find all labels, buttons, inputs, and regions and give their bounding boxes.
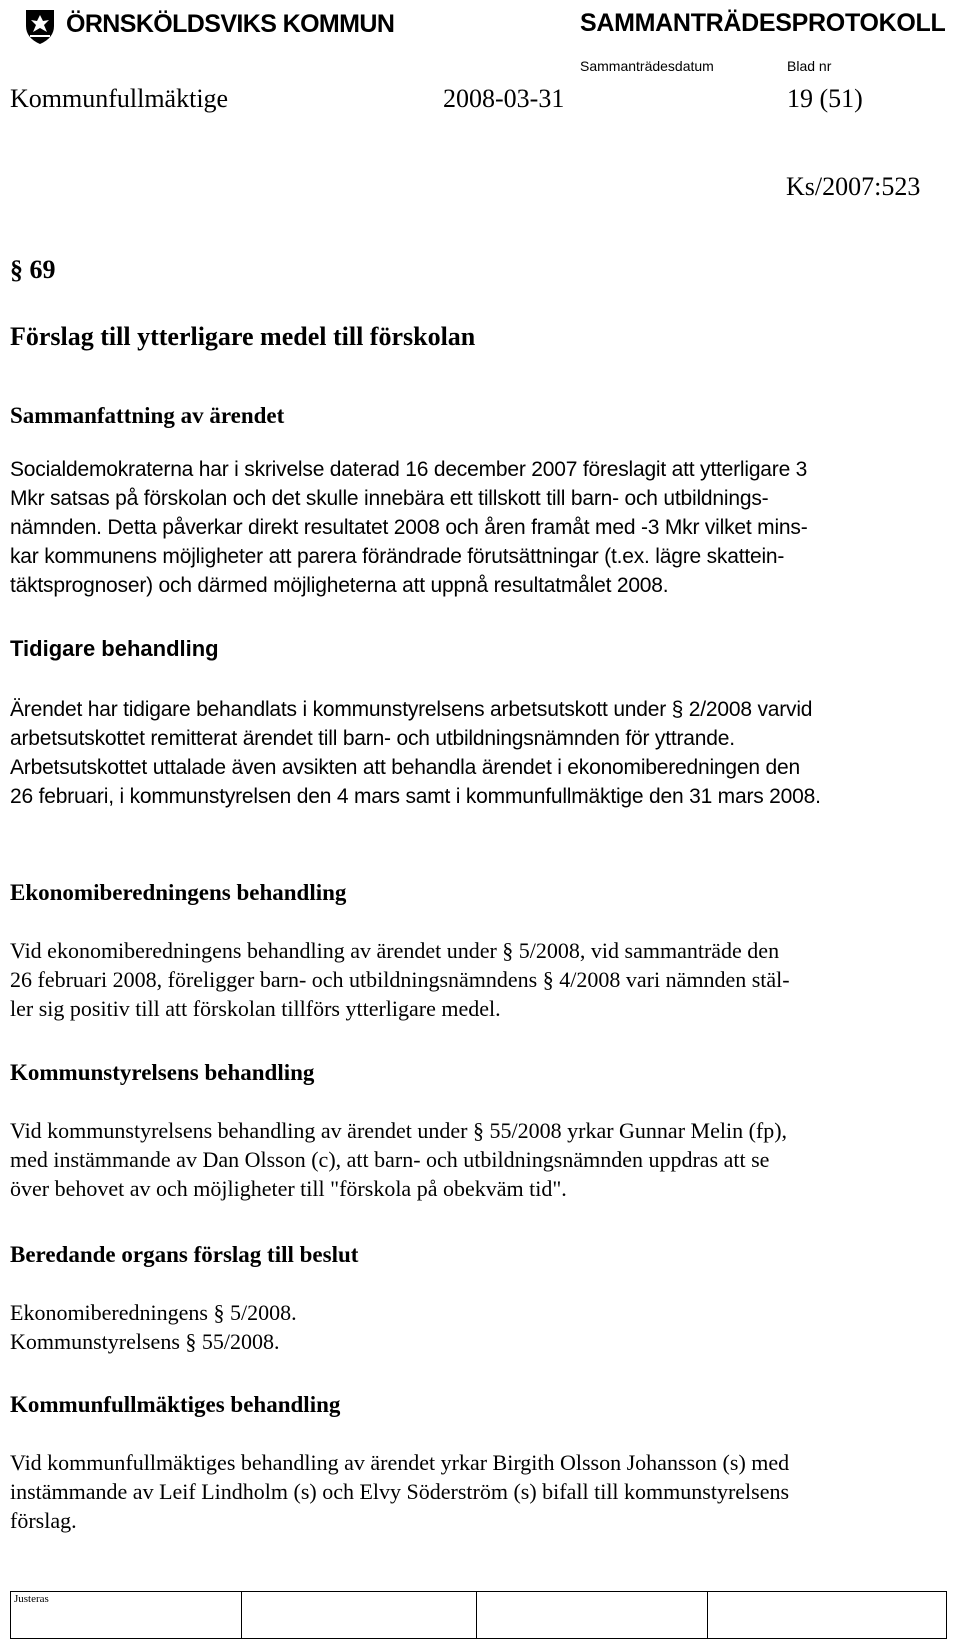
case-number: Ks/2007:523 <box>786 172 921 201</box>
text-line: täktsprognoser) och därmed möjligheterna att uppnå resultatmålet 2008. <box>10 574 669 597</box>
page-number: 19 (51) <box>787 84 863 113</box>
text-line: 26 februari 2008, föreligger barn- och utbildningsnämndens § 4/2008 vari nämnden stäl- <box>10 967 790 992</box>
previous-handling-paragraph <box>10 695 821 811</box>
text-line: Vid ekonomiberedningens behandling av ärendet under § 5/2008, vid sammanträde den <box>10 938 780 963</box>
text-line: förslag. <box>10 1508 77 1533</box>
council-paragraph <box>10 1448 789 1535</box>
section-number: § 69 <box>10 255 56 284</box>
proposal-paragraph <box>10 1298 297 1356</box>
municipal-crest-icon <box>20 6 60 46</box>
meeting-date: 2008-03-31 <box>443 84 565 113</box>
proposal-heading: Beredande organs förslag till beslut <box>10 1242 359 1267</box>
page-title: Förslag till ytterligare medel till förskolan <box>10 322 476 351</box>
text-line: 26 februari, i kommunstyrelsen den 4 mars samt i kommunfullmäktige den 31 mars 2008. <box>10 785 821 808</box>
document-type: SAMMANTRÄDESPROTOKOLL <box>580 9 946 37</box>
text-line: Mkr satsas på förskolan och det skulle innebära ett tillskott till barn- och utbildnings- <box>10 487 769 510</box>
meeting-date-label: Sammanträdesdatum <box>580 58 714 74</box>
text-line: Ärendet har tidigare behandlats i kommunstyrelsens arbetsutskott under § 2/2008 varvid <box>10 698 813 721</box>
text-line: över behovet av och möjligheter till "förskola på obekväm tid". <box>10 1176 567 1201</box>
text-line: kar kommunens möjligheter att parera förändrade förutsättningar (t.ex. lägre skattein- <box>10 545 785 568</box>
justeras-label: Justeras <box>14 1593 49 1605</box>
economy-paragraph <box>10 936 790 1023</box>
summary-paragraph <box>10 455 807 600</box>
signature-cell <box>242 1592 477 1638</box>
text-line: instämmande av Leif Lindholm (s) och Elvy Söderström (s) bifall till kommunstyrelsens <box>10 1479 790 1504</box>
text-line: Ekonomiberedningens § 5/2008. <box>10 1300 297 1325</box>
text-line: nämnden. Detta påverkar direkt resultatet 2008 och åren framåt med -3 Mkr vilket mins- <box>10 516 808 539</box>
signature-cell <box>11 1592 242 1638</box>
text-line: Socialdemokraterna har i skrivelse daterad 16 december 2007 föreslagit att ytterligare 3 <box>10 458 808 481</box>
previous-handling-heading: Tidigare behandling <box>10 636 219 661</box>
text-line: Vid kommunfullmäktiges behandling av ärendet yrkar Birgith Olsson Johansson (s) med <box>10 1450 790 1475</box>
signature-table <box>10 1591 947 1639</box>
page-number-label: Blad nr <box>787 58 832 74</box>
council-heading: Kommunfullmäktiges behandling <box>10 1392 341 1417</box>
summary-heading: Sammanfattning av ärendet <box>10 403 285 428</box>
org-name: ÖRNSKÖLDSVIKS KOMMUN <box>66 10 395 38</box>
text-line: Arbetsutskottet uttalade även avsikten att behandla ärendet i ekonomiberedningen den <box>10 756 800 779</box>
text-line: Kommunstyrelsens § 55/2008. <box>10 1329 280 1354</box>
board-heading: Kommunstyrelsens behandling <box>10 1060 315 1085</box>
text-line: arbetsutskottet remitterat ärendet till barn- och utbildningsnämnden för yttrande. <box>10 727 735 750</box>
board-paragraph <box>10 1116 787 1203</box>
signature-cell <box>477 1592 708 1638</box>
economy-heading: Ekonomiberedningens behandling <box>10 880 347 905</box>
text-line: med instämmande av Dan Olsson (c), att barn- och utbildningsnämnden uppdras att se <box>10 1147 770 1172</box>
signature-cell <box>708 1592 946 1638</box>
text-line: Vid kommunstyrelsens behandling av ärendet under § 55/2008 yrkar Gunnar Melin (fp), <box>10 1118 788 1143</box>
text-line: ler sig positiv till att förskolan tillförs ytterligare medel. <box>10 996 501 1021</box>
body-name: Kommunfullmäktige <box>10 84 229 113</box>
